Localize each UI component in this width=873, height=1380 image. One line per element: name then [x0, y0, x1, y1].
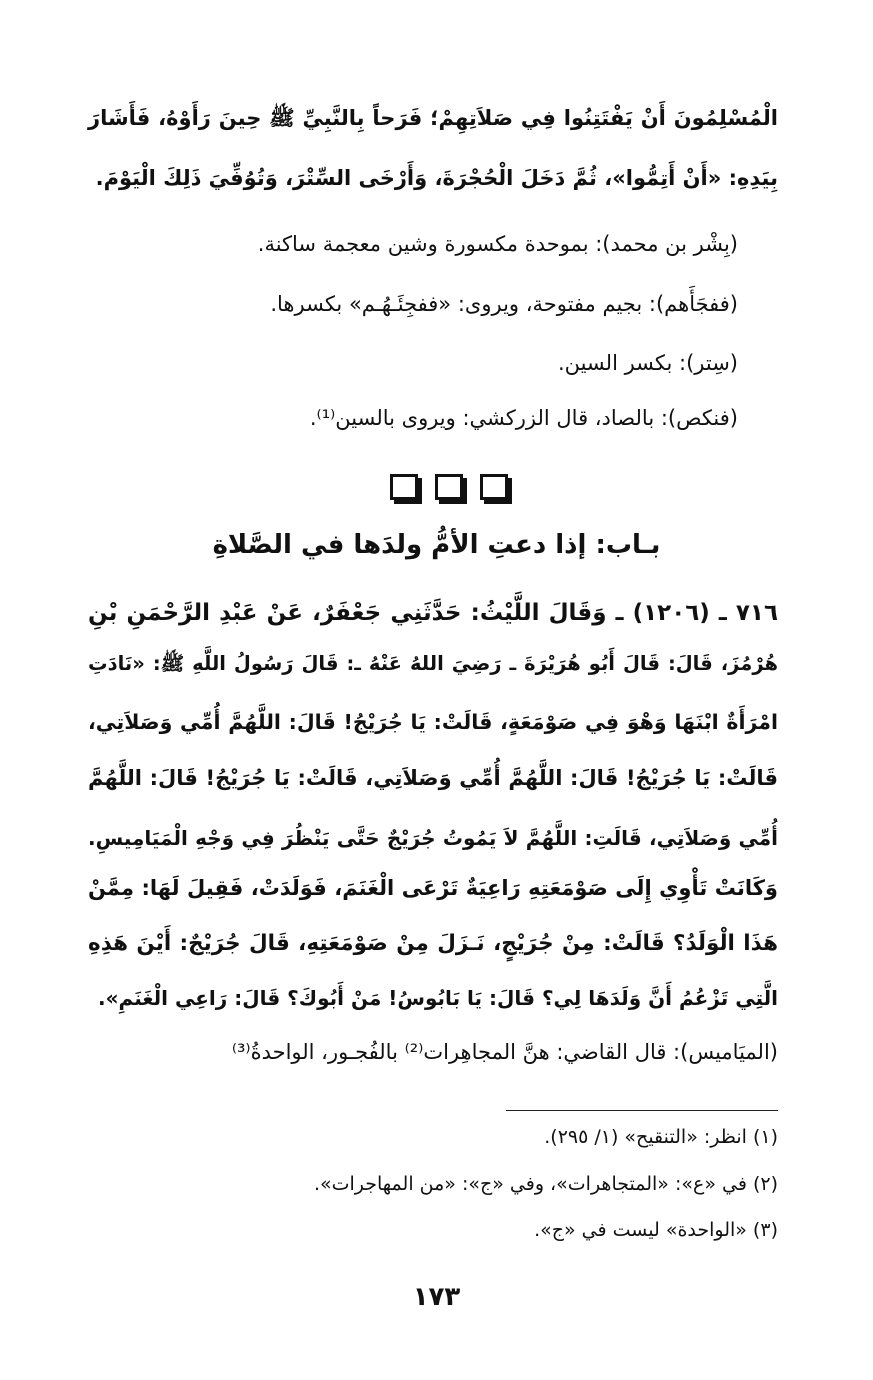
- footnote: (١) انظر: «التنقيح» (١/ ٢٩٥).: [544, 1126, 778, 1148]
- section-divider-ornament: [390, 474, 508, 504]
- note-line: (ففجَأَهم): بجيم مفتوحة، ويروى: «ففجِئَـهُـم» بكسرها.: [270, 292, 738, 316]
- hadith-line: ٧١٦ ـ (١٢٠٦) ـ وَقَالَ اللَّيْثُ: حَدَّثَنِي جَعْفَرٌ، عَنْ عَبْدِ الرَّحْمَنِ بْنِ: [88, 600, 778, 626]
- hadith-line: وَكَانَتْ تَأْوِي إِلَى صَوْمَعَتِهِ رَاعِيَةٌ تَرْعَى الْغَنَمَ، فَوَلَدَتْ، فَقِيلَ لَهَا: مِمَّنْ: [88, 876, 778, 900]
- note-line: (بِشْر بن محمد): بموحدة مكسورة وشين معجمة ساكنة.: [257, 232, 738, 256]
- hadith-line: قَالَتْ: يَا جُرَيْجُ! قَالَ: اللَّهُمَّ أُمِّي وَصَلاَتِي، قَالَتْ: يَا جُرَيْجُ! قَالَ: اللَّهُمَّ: [88, 766, 778, 790]
- note-line: (سِتر): بكسر السين.: [557, 351, 738, 375]
- page-number: ١٧٣: [412, 1282, 461, 1312]
- footnote: (٣) «الواحدة» ليست في «ج».: [534, 1219, 778, 1241]
- chapter-title: بـاب: إذا دعتِ الأمُّ ولدَها في الصَّلاةِ: [212, 530, 661, 560]
- text-line: الْمُسْلِمُونَ أَنْ يَفْتَتِنُوا فِي صَلاَتِهِمْ؛ فَرَحاً بِالنَّبِيِّ ﷺ حِينَ رَأَوْهُ، فَأَشَارَ: [88, 106, 778, 130]
- hadith-line: امْرَأَةٌ ابْنَهَا وَهْوَ فِي صَوْمَعَةٍ، قَالَتْ: يَا جُرَيْجُ! قَالَ: اللَّهُمَّ أُمِّي وَصَلاَتِي،: [88, 710, 778, 734]
- square-ornament-icon: [435, 474, 463, 500]
- commentary-line: (الميَاميس): قال القاضي: هنَّ المجاهِرات⁽²⁾ بالفُجـور، الواحدةُ⁽³⁾: [231, 1040, 778, 1064]
- square-ornament-icon: [390, 474, 418, 500]
- footnote-separator: [506, 1110, 778, 1111]
- note-line: (فنكص): بالصاد، قال الزركشي: ويروى بالسين⁽¹⁾.: [309, 406, 738, 430]
- hadith-line: هُرْمُزَ، قَالَ: قَالَ أَبُو هُرَيْرَةَ ـ رَضِيَ اللهُ عَنْهُ ـ: قَالَ رَسُولُ اللَّهِ ﷺ: «نَادَتِ: [88, 652, 778, 675]
- hadith-line: الَّتِي تَزْعُمُ أَنَّ وَلَدَهَا لِي؟ قَالَ: يَا بَابُوسُ! مَنْ أَبُوكَ؟ قَالَ: رَاعِي الْغَنَمِ».: [98, 986, 778, 1010]
- hadith-line: أُمِّي وَصَلاَتِي، قَالَتِ: اللَّهُمَّ لاَ يَمُوتُ جُرَيْجٌ حَتَّى يَنْظُرَ فِي وَجْهِ الْمَيَامِيسِ.: [88, 826, 778, 850]
- square-ornament-icon: [480, 474, 508, 500]
- hadith-line: هَذَا الْوَلَدُ؟ قَالَتْ: مِنْ جُرَيْجٍ، نَـزَلَ مِنْ صَوْمَعَتِهِ، قَالَ جُرَيْجٌ: أَيْنَ هَذِهِ: [88, 931, 778, 956]
- footnote: (٢) في «ع»: «المتجاهرات»، وفي «ج»: «من المهاجرات».: [313, 1173, 778, 1195]
- text-line: بِيَدِهِ: «أَنْ أَتِمُّوا»، ثُمَّ دَخَلَ الْحُجْرَةَ، وَأَرْخَى السِّتْرَ، وَتُوُفِّيَ ذَلِكَ الْيَوْمَ.: [95, 166, 778, 190]
